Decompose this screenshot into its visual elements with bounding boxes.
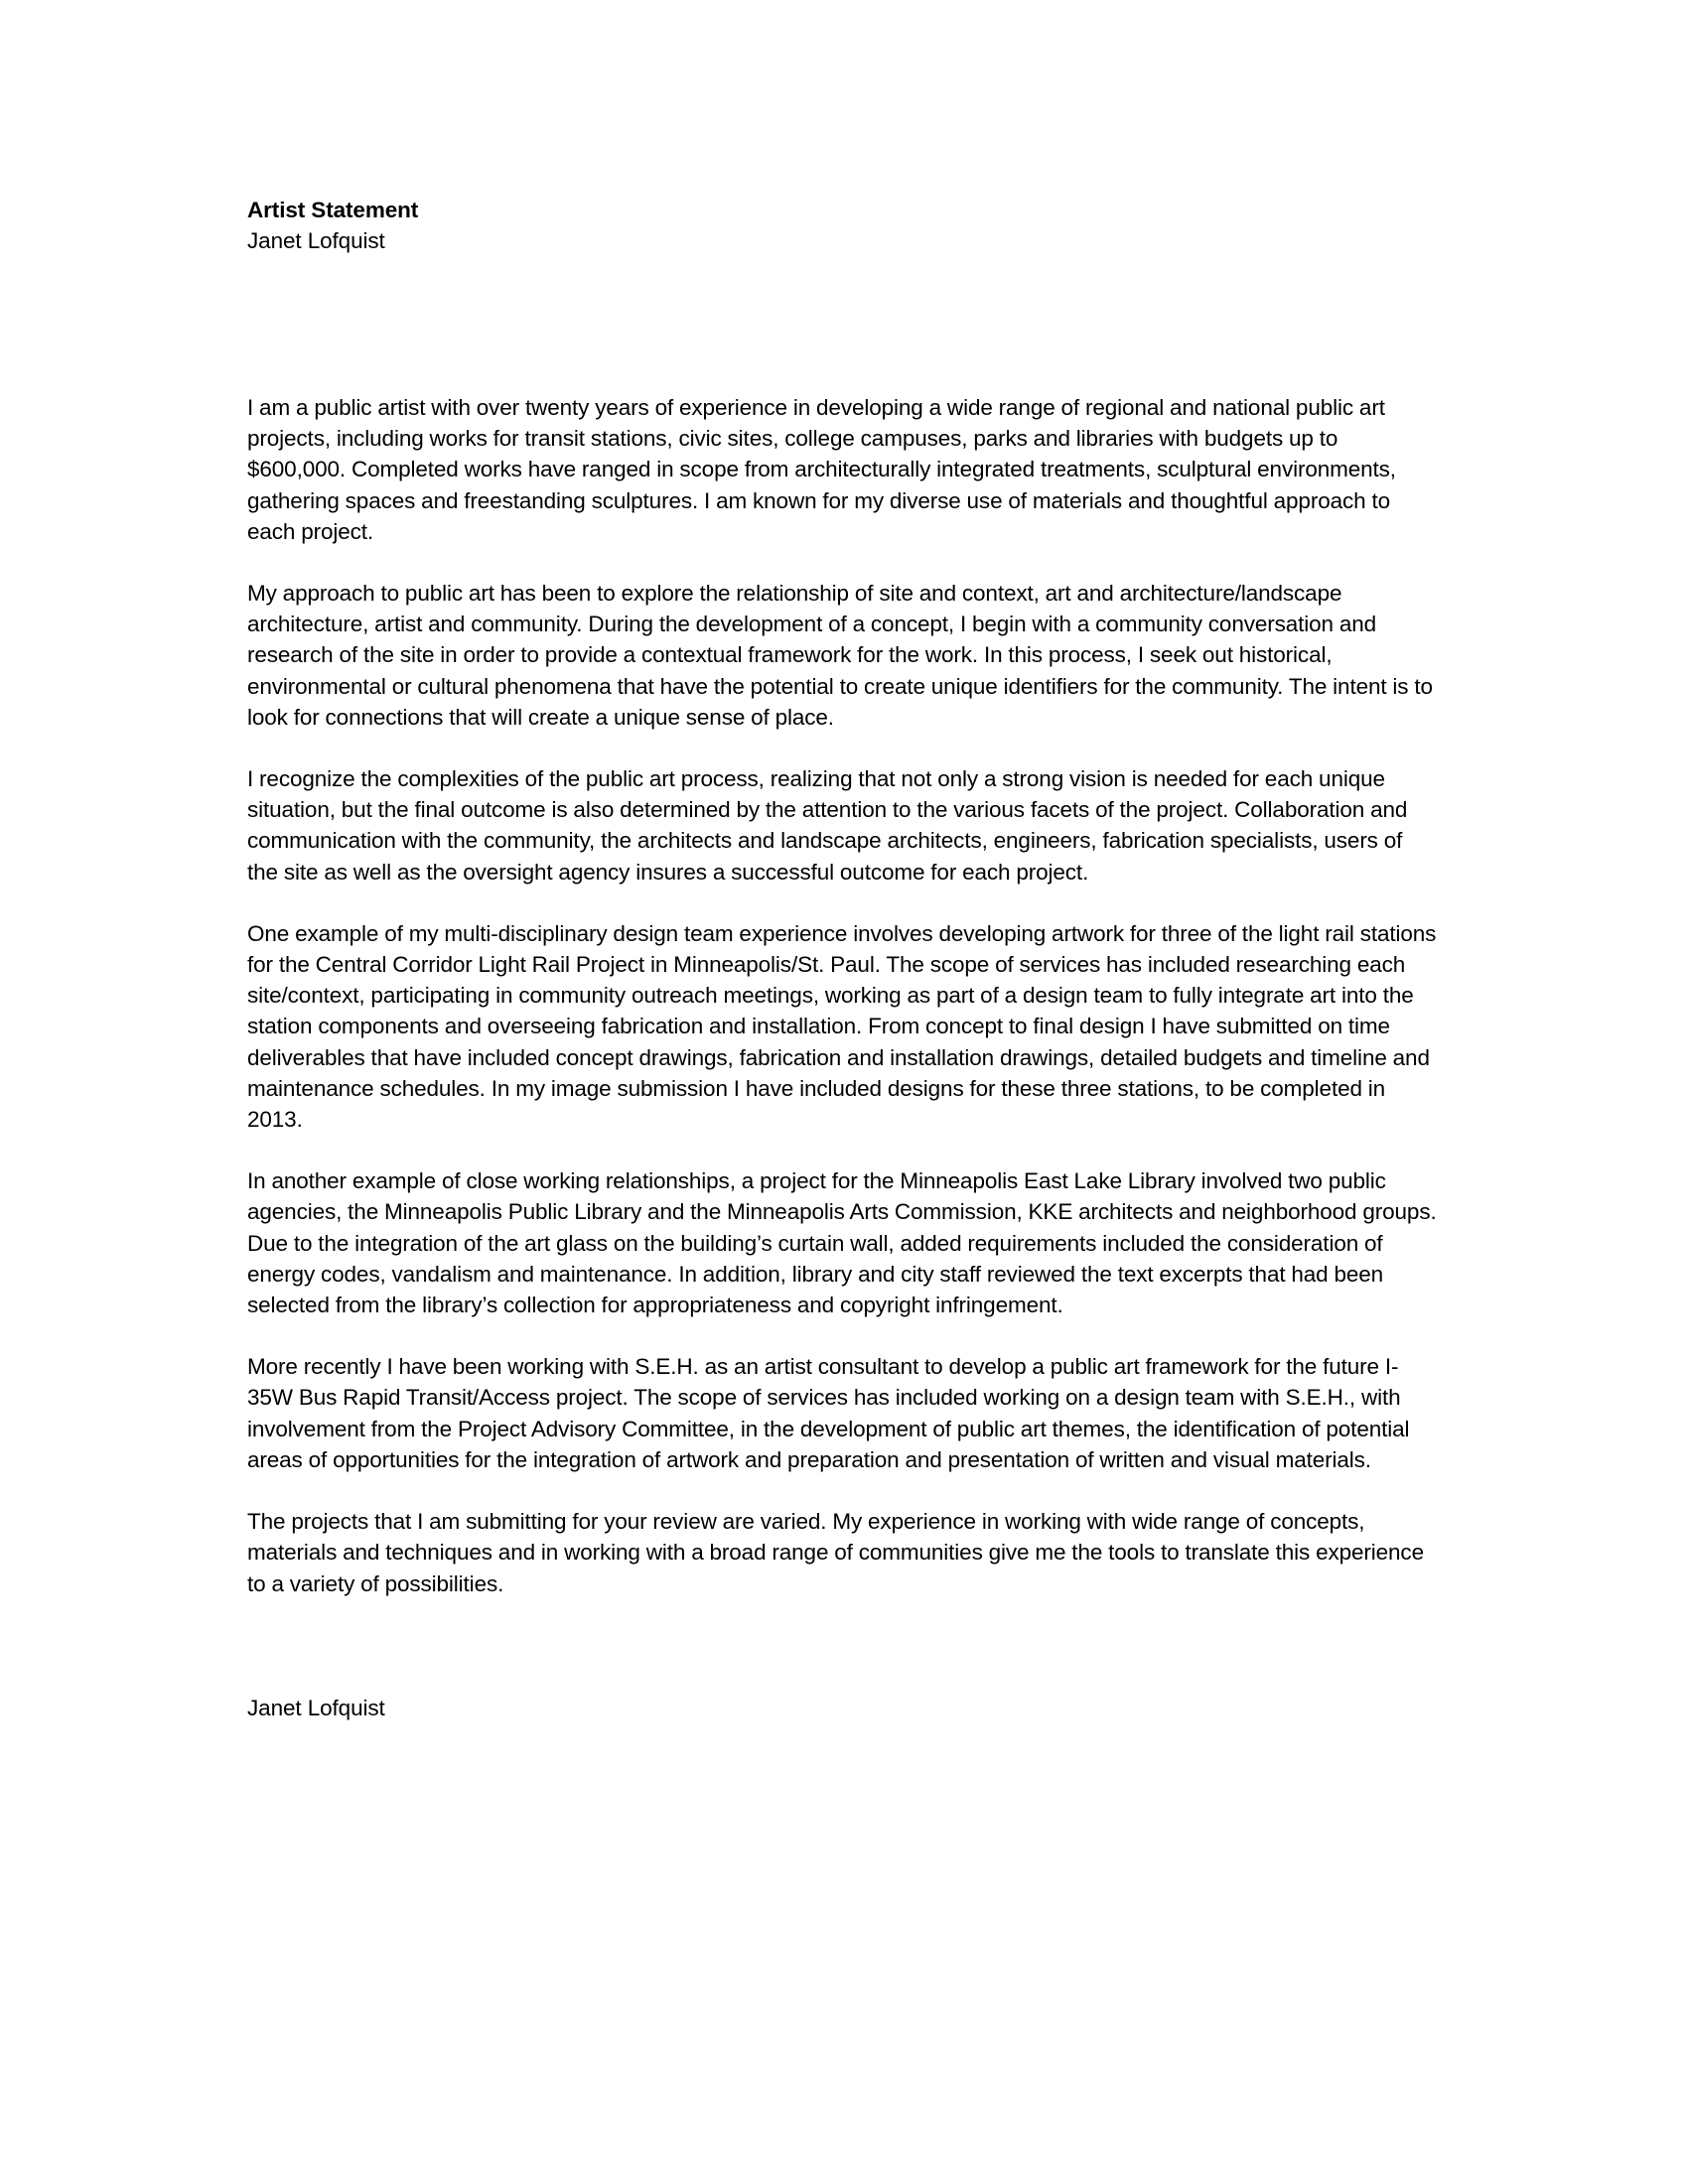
- body-paragraph: My approach to public art has been to explore the relationship of site and context, art and architecture/landscape architecture, artist and community. During the development of a concept, I begin with a community conversation and research of the site in order to provide a contextual framework for the work. In this process, I seek out historical, environmental or cultural phenomena that have the potential to create unique identifiers for the community. The intent is to look for connections that will create a unique sense of place.: [247, 581, 1433, 730]
- body-paragraph: I recognize the complexities of the public art process, realizing that not only a strong vision is needed for each unique situation, but the final outcome is also determined by the attention to the various facets of the project. Collaboration and communication with the community, the architects and landscape architects, engineers, fabrication specialists, users of the site as well as the oversight agency insures a successful outcome for each project.: [247, 766, 1408, 885]
- document-content: [247, 195, 1439, 1723]
- page-title: Artist Statement: [247, 198, 419, 222]
- document-header: [247, 195, 1439, 256]
- document-body: [247, 392, 1439, 1599]
- signature-block: [247, 1693, 1439, 1723]
- body-paragraph: More recently I have been working with S.E.H. as an artist consultant to develop a public art framework for the future I-35W Bus Rapid Transit/Access project. The scope of services has included working on a design team with S.E.H., with involvement from the Project Advisory Committee, in the development of public art themes, the identification of potential areas of opportunities for the integration of artwork and preparation and presentation of written and visual materials.: [247, 1354, 1410, 1472]
- body-paragraph: One example of my multi-disciplinary design team experience involves developing artwork for three of the light rail stations for the Central Corridor Light Rail Project in Minneapolis/St. Paul. The scope of services has included researching each site/context, participating in community outreach meetings, working as part of a design team to fully integrate art into the station components and overseeing fabrication and installation. From concept to final design I have submitted on time deliverables that have included concept drawings, fabrication and installation drawings, detailed budgets and timeline and maintenance schedules. In my image submission I have included designs for these three stations, to be completed in 2013.: [247, 920, 1437, 1133]
- body-paragraph: In another example of close working relationships, a project for the Minneapolis East Lake Library involved two public agencies, the Minneapolis Public Library and the Minneapolis Arts Commission, KKE architects and neighborhood groups. Due to the integration of the art glass on the building’s curtain wall, added requirements included the consideration of energy codes, vandalism and maintenance. In addition, library and city staff reviewed the text excerpts that had been selected from the library’s collection for appropriateness and copyright infringement.: [247, 1168, 1437, 1318]
- signature-name: Janet Lofquist: [247, 1695, 385, 1720]
- body-paragraph: I am a public artist with over twenty years of experience in developing a wide range of regional and national public art projects, including works for transit stations, civic sites, college campuses, parks and libraries with budgets up to $600,000. Completed works have ranged in scope from architecturally integrated treatments, sculptural environments, gathering spaces and freestanding sculptures. I am known for my diverse use of materials and thoughtful approach to each project.: [247, 395, 1396, 544]
- body-paragraph: The projects that I am submitting for your review are varied. My experience in working with wide range of concepts, materials and techniques and in working with a broad range of communities give me the tools to translate this experience to a variety of possibilities.: [247, 1509, 1424, 1596]
- author-name: Janet Lofquist: [247, 228, 385, 253]
